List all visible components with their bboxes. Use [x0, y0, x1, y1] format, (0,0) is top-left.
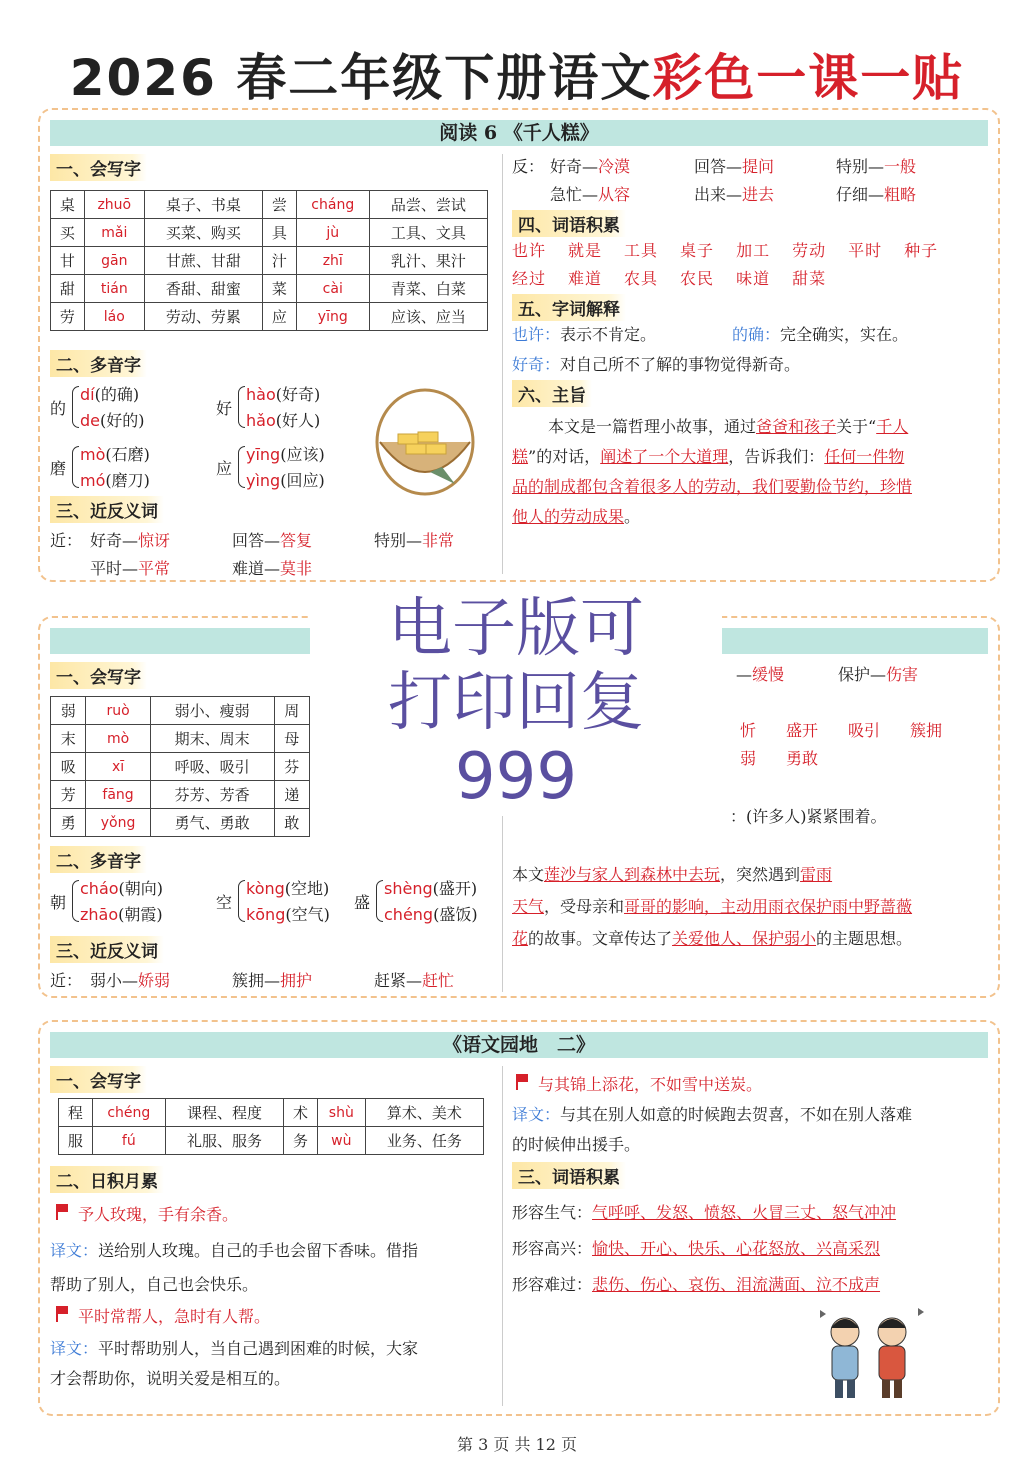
pinyin-cell: zhī — [296, 247, 369, 275]
vocab-word: 勇敢 — [786, 749, 819, 768]
anti-label: 反： — [512, 157, 545, 176]
pinyin-cell: wù — [317, 1127, 365, 1155]
saying: 予人玫瑰，手有余香。 — [56, 1202, 238, 1225]
section-heading: 三、近反义词 — [50, 496, 164, 523]
polyphone-char: 空 — [216, 893, 233, 912]
word-row — [740, 718, 972, 741]
word-cell: 香甜、甜蜜 — [144, 275, 262, 303]
vocab-word: 难道 — [568, 269, 603, 288]
saying: 平时常帮人，急时有人帮。 — [56, 1304, 270, 1327]
word-cell: 弱小、瘦弱 — [150, 697, 274, 725]
table-row — [51, 753, 310, 781]
word-cell: 芬芳、芳香 — [150, 781, 274, 809]
anti-pair: 急忙—从容 — [550, 185, 631, 204]
char-cell: 应 — [262, 303, 296, 331]
char-cell: 末 — [51, 725, 86, 753]
vocab-word: 就是 — [568, 241, 603, 260]
table-row — [51, 191, 488, 219]
char-cell: 买 — [51, 219, 85, 247]
overlay-text-line: 电子版可 — [388, 592, 644, 666]
polyphone-reading: mó(磨刀) — [80, 471, 150, 490]
table-row — [51, 303, 488, 331]
anti-pair: 出来—进去 — [694, 185, 775, 204]
pinyin-cell: xī — [86, 753, 150, 781]
word-cell: 品尝、尝试 — [369, 191, 487, 219]
explanation: 也许：表示不肯定。 — [512, 325, 657, 344]
pinyin-cell: láo — [84, 303, 144, 331]
char-cell: 母 — [274, 725, 309, 753]
column-divider — [502, 1066, 503, 1406]
pinyin-cell: cháng — [296, 191, 369, 219]
pinyin-cell: gān — [84, 247, 144, 275]
char-cell: 务 — [284, 1127, 318, 1155]
brace — [376, 880, 383, 922]
write-char-table — [50, 190, 488, 331]
vocab-word: 桌子 — [680, 241, 715, 260]
translation: 帮助了别人，自己也会快乐。 — [50, 1275, 259, 1294]
vocab-word: 农民 — [680, 269, 715, 288]
write-char-table — [50, 696, 310, 837]
word-cell: 劳动、劳累 — [144, 303, 262, 331]
pinyin-cell: yǒng — [86, 809, 150, 837]
polyphone-reading: hǎo(好人) — [246, 411, 321, 430]
near-pair: 特别—非常 — [374, 531, 455, 550]
word-accumulation: 形容难过：悲伤、伤心、哀伤、泪流满面、泣不成声 — [512, 1275, 881, 1294]
pinyin-cell: chéng — [92, 1099, 165, 1127]
section-heading: 二、多音字 — [50, 846, 147, 873]
anti-pair: 仔细—粗略 — [836, 185, 917, 204]
brace — [238, 880, 245, 922]
section-heading: 一、会写字 — [50, 662, 147, 689]
char-cell: 桌 — [51, 191, 85, 219]
table-row — [51, 219, 488, 247]
title-black: 2026 春二年级下册语文 — [69, 49, 653, 107]
brace — [72, 386, 79, 428]
table-row — [59, 1099, 484, 1127]
pinyin-cell: fāng — [86, 781, 150, 809]
char-cell: 芳 — [51, 781, 86, 809]
polyphone-reading: de(好的) — [80, 411, 145, 430]
near-label: 近： — [50, 531, 83, 550]
section-heading: 一、会写字 — [50, 154, 147, 181]
polyphone-reading: cháo(朝向) — [80, 879, 164, 898]
char-cell: 芬 — [274, 753, 309, 781]
word-cell: 买菜、购买 — [144, 219, 262, 247]
word-row — [512, 266, 848, 289]
vocab-word: 也许 — [512, 241, 547, 260]
translation: 才会帮助你，说明关爱是相互的。 — [50, 1369, 291, 1388]
pinyin-cell: jù — [296, 219, 369, 247]
polyphone-reading: hào(好奇) — [246, 385, 321, 404]
vocab-word: 味道 — [736, 269, 771, 288]
near-pair: 平时—平常 — [90, 559, 171, 578]
pinyin-cell: mò — [86, 725, 150, 753]
main-idea-line: 本文是一篇哲理小故事，通过爸爸和孩子关于“千人 — [548, 417, 909, 436]
polyphone-char: 盛 — [354, 893, 371, 912]
pinyin-cell: cài — [296, 275, 369, 303]
word-cell: 呼吸、吸引 — [150, 753, 274, 781]
char-cell: 敢 — [274, 809, 309, 837]
word-cell: 应该、应当 — [369, 303, 487, 331]
char-cell: 弱 — [51, 697, 86, 725]
explanation: 好奇：对自己所不了解的事物觉得新奇。 — [512, 355, 801, 374]
word-cell: 乳汁、果汁 — [369, 247, 487, 275]
word-accumulation: 形容高兴：愉快、开心、快乐、心花怒放、兴高采烈 — [512, 1239, 881, 1258]
anti-pair: 好奇—冷漠 — [550, 157, 631, 176]
near-pair: 赶紧—赶忙 — [374, 971, 455, 990]
char-cell: 吸 — [51, 753, 86, 781]
pinyin-cell: shù — [317, 1099, 365, 1127]
near-pair: 弱小—娇弱 — [90, 971, 171, 990]
near-pair: 簇拥—拥护 — [232, 971, 313, 990]
table-row — [51, 275, 488, 303]
pinyin-cell: mǎi — [84, 219, 144, 247]
polyphone-reading: kòng(空地) — [246, 879, 330, 898]
near-pair: 回答—答复 — [232, 531, 313, 550]
page-footer: 第 3 页 共 12 页 — [457, 1435, 577, 1454]
vocab-word: 平时 — [848, 241, 883, 260]
translation: 的时候伸出援手。 — [512, 1135, 641, 1154]
title-red: 彩色一课一贴 — [652, 49, 965, 107]
overlay-text-line: 打印回复 — [388, 666, 644, 740]
word-cell: 青菜、白菜 — [369, 275, 487, 303]
polyphone-reading: chéng(盛饭) — [384, 905, 478, 924]
word-cell: 期末、周末 — [150, 725, 274, 753]
char-cell: 尝 — [262, 191, 296, 219]
section-heading: 三、近反义词 — [50, 936, 164, 963]
polyphone-reading: yìng(回应) — [246, 471, 325, 490]
char-cell: 周 — [274, 697, 309, 725]
vocab-word: 劳动 — [792, 241, 827, 260]
main-idea-line: 天气，受母亲和哥哥的影响，主动用雨衣保护雨中野蔷薇 — [512, 897, 913, 916]
char-cell: 具 — [262, 219, 296, 247]
vocab-word: 忻 — [740, 721, 757, 740]
anti-pair: 回答—提问 — [694, 157, 775, 176]
word-accumulation: 形容生气：气呼呼、发怒、愤怒、火冒三丈、怒气冲冲 — [512, 1203, 897, 1222]
vocab-word: 簇拥 — [910, 721, 943, 740]
word-cell: 桌子、书桌 — [144, 191, 262, 219]
word-row — [740, 746, 848, 769]
char-cell: 甜 — [51, 275, 85, 303]
polyphone-char: 磨 — [50, 459, 67, 478]
polyphone-char: 的 — [50, 399, 67, 418]
table-row — [51, 247, 488, 275]
main-idea-line: 花的故事。文章传达了关爱他人、保护弱小的主题思想。 — [512, 929, 913, 948]
section-heading: 二、多音字 — [50, 350, 147, 377]
brace — [72, 880, 79, 922]
section-heading: 二、日积月累 — [50, 1166, 164, 1193]
anti-pair: —缓慢 — [736, 665, 785, 684]
polyphone-reading: mò(石磨) — [80, 445, 150, 464]
children-illustration — [810, 1302, 930, 1406]
polyphone-char: 应 — [216, 459, 233, 478]
main-idea-line: 糕”的对话，阐述了一个大道理，告诉我们：任何一件物 — [512, 447, 905, 466]
lesson-title-bar: 《语文园地 二》 — [50, 1032, 988, 1058]
write-char-table — [58, 1098, 484, 1155]
near-pair: 好奇—惊讶 — [90, 531, 171, 550]
near-pair: 难道—莫非 — [232, 559, 313, 578]
translation: 译文：平时帮助别人，当自己遇到困难的时候，大家 — [50, 1339, 419, 1358]
word-cell: 工具、文具 — [369, 219, 487, 247]
lesson-title-bar: 阅读 6 《千人糕》 — [50, 120, 988, 146]
brace — [238, 386, 245, 428]
polyphone-reading: yīng(应该) — [246, 445, 325, 464]
char-cell: 菜 — [262, 275, 296, 303]
table-row — [51, 781, 310, 809]
pinyin-cell: zhuō — [84, 191, 144, 219]
main-idea-line: 品的制成都包含着很多人的劳动，我们要勤俭节约，珍惜 — [512, 477, 913, 496]
basket-illustration — [370, 372, 480, 502]
vocab-word: 经过 — [512, 269, 547, 288]
table-row — [51, 725, 310, 753]
section-heading: 四、词语积累 — [512, 210, 626, 237]
pinyin-cell: yīng — [296, 303, 369, 331]
polyphone-char: 朝 — [50, 893, 67, 912]
table-row — [59, 1127, 484, 1155]
word-cell: 课程、程度 — [165, 1099, 283, 1127]
section-heading: 一、会写字 — [50, 1066, 147, 1093]
pinyin-cell: ruò — [86, 697, 150, 725]
flag-icon — [516, 1074, 528, 1090]
char-cell: 程 — [59, 1099, 93, 1127]
pinyin-cell: tián — [84, 275, 144, 303]
saying: 与其锦上添花，不如雪中送炭。 — [516, 1072, 762, 1095]
translation: 译文：与其在别人如意的时候跑去贺喜，不如在别人落难 — [512, 1105, 913, 1124]
word-cell: 勇气、勇敢 — [150, 809, 274, 837]
polyphone-reading: zhāo(朝霞) — [80, 905, 163, 924]
char-cell: 服 — [59, 1127, 93, 1155]
polyphone-char: 好 — [216, 399, 233, 418]
translation: 译文：送给别人玫瑰。自己的手也会留下香味。借指 — [50, 1241, 419, 1260]
column-divider — [502, 154, 503, 574]
word-cell: 甘蔗、甘甜 — [144, 247, 262, 275]
word-cell: 业务、任务 — [365, 1127, 483, 1155]
section-heading: 五、字词解释 — [512, 294, 626, 321]
word-row — [512, 238, 960, 261]
polyphone-reading: dí(的确) — [80, 385, 140, 404]
anti-pair: 保护—伤害 — [838, 665, 919, 684]
main-idea-line: 本文莲沙与家人到森林中去玩，突然遇到雷雨 — [512, 865, 833, 884]
vocab-word: 农具 — [624, 269, 659, 288]
lesson-panel-3 — [38, 1020, 1000, 1416]
polyphone-reading: shèng(盛开) — [384, 879, 478, 898]
lesson-panel-1 — [38, 108, 1000, 582]
char-cell: 递 — [274, 781, 309, 809]
char-cell: 甘 — [51, 247, 85, 275]
near-label: 近： — [50, 971, 83, 990]
vocab-word: 甜菜 — [792, 269, 827, 288]
char-cell: 术 — [284, 1099, 318, 1127]
pinyin-cell: fú — [92, 1127, 165, 1155]
vocab-word: 工具 — [624, 241, 659, 260]
explanation: ：(许多人)紧紧围着。 — [730, 807, 887, 826]
polyphone-reading: kōng(空气) — [246, 905, 330, 924]
char-cell: 劳 — [51, 303, 85, 331]
page-title — [0, 38, 1034, 110]
explanation: 的确：完全确实，实在。 — [732, 325, 909, 344]
section-heading: 三、词语积累 — [512, 1162, 626, 1189]
anti-pair: 特别—一般 — [836, 157, 917, 176]
section-heading: 六、主旨 — [512, 380, 592, 407]
word-cell: 礼服、服务 — [165, 1127, 283, 1155]
table-row — [51, 697, 310, 725]
brace — [72, 446, 79, 488]
vocab-word: 种子 — [904, 241, 939, 260]
overlay-text-line: 999 — [454, 740, 578, 814]
char-cell: 勇 — [51, 809, 86, 837]
vocab-word: 弱 — [740, 749, 757, 768]
brace — [238, 446, 245, 488]
flag-icon — [56, 1204, 68, 1220]
vocab-word: 加工 — [736, 241, 771, 260]
flag-icon — [56, 1306, 68, 1322]
table-row — [51, 809, 310, 837]
vocab-word: 盛开 — [786, 721, 819, 740]
char-cell: 汁 — [262, 247, 296, 275]
vocab-word: 吸引 — [848, 721, 881, 740]
main-idea-line: 他人的劳动成果。 — [512, 507, 641, 526]
word-cell: 算术、美术 — [365, 1099, 483, 1127]
